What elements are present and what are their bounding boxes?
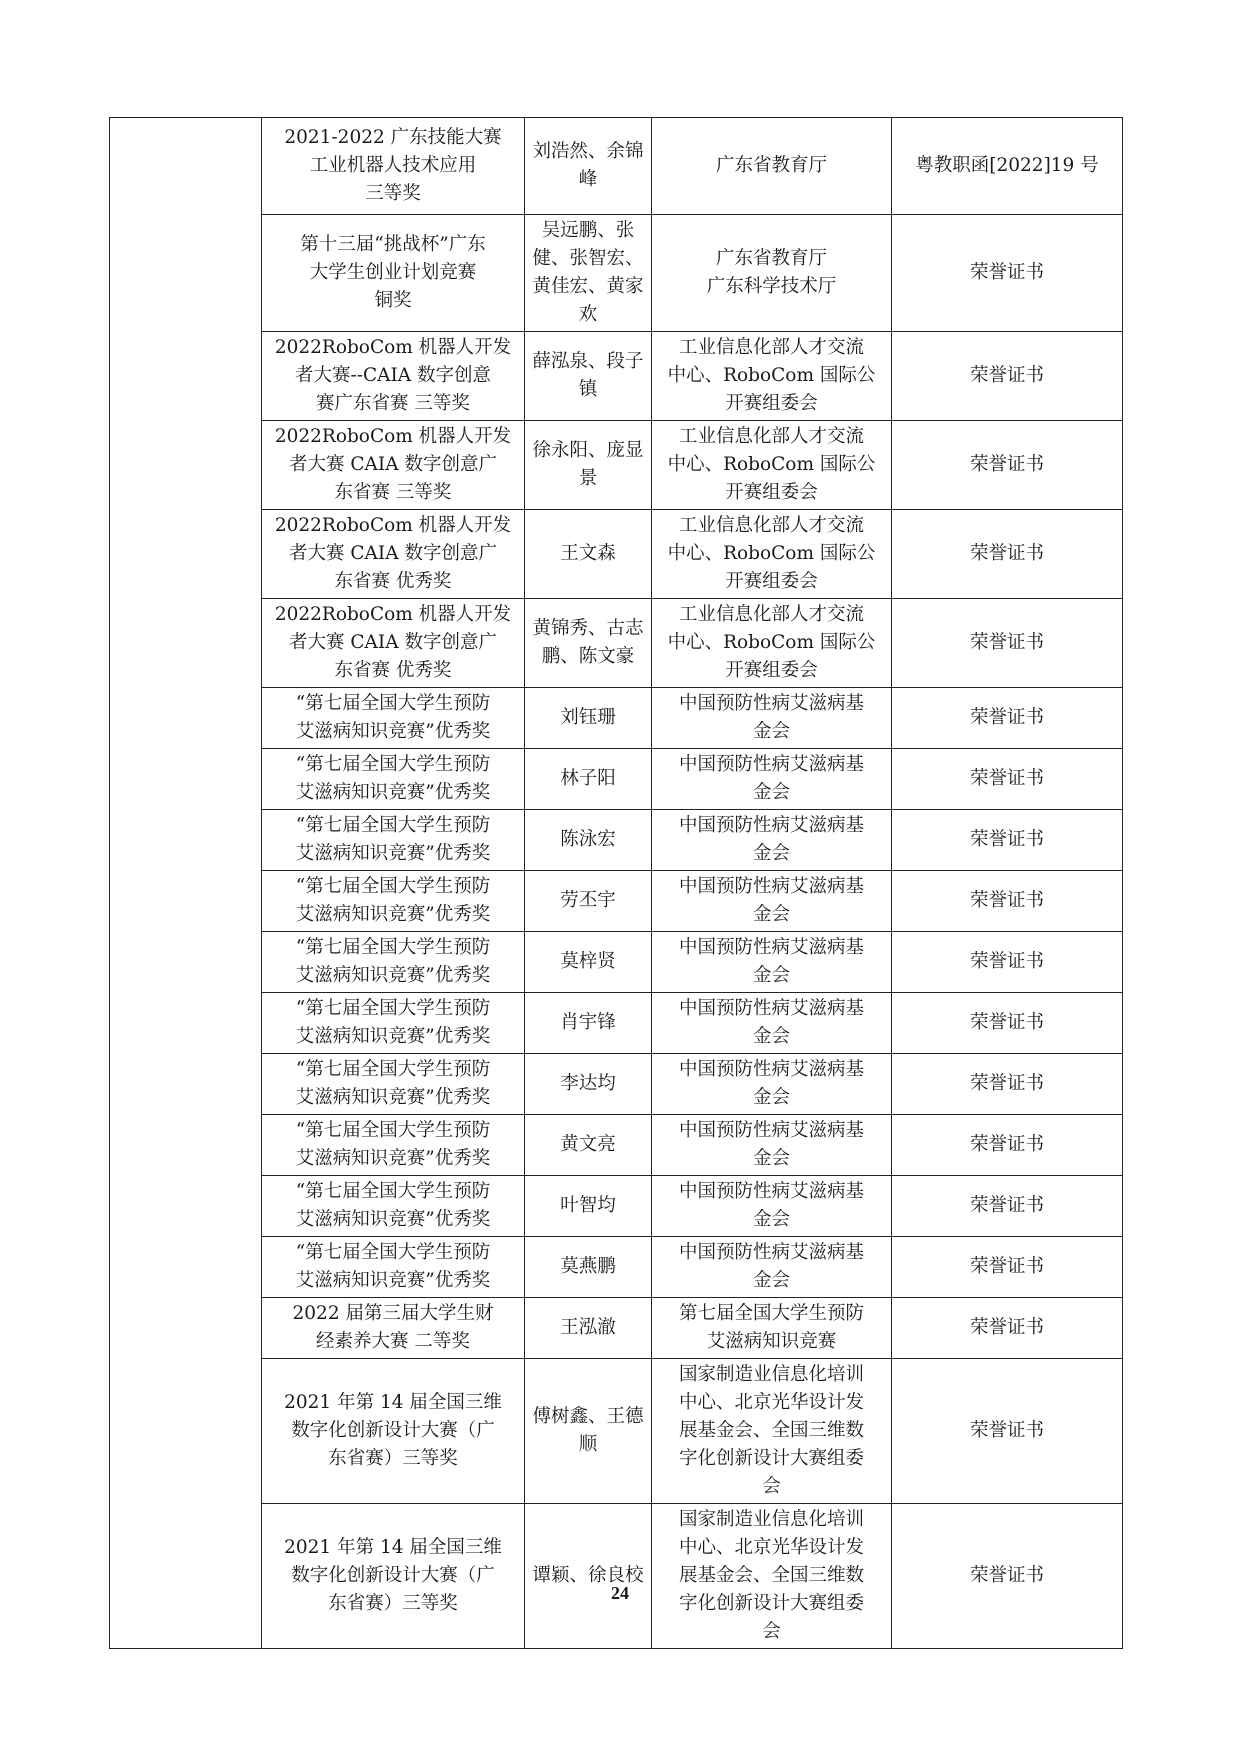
award-name-line: 大学生创业计划竞赛 [309,262,477,283]
organizer-line: 中国预防性病艾滋病基 [678,1242,864,1263]
organizer-line: 中心、北京光华设计发 [678,1537,864,1558]
table-row [110,688,1123,749]
organizer-line: 字化创新设计大赛组委 [678,1593,864,1614]
award-name-cell [262,118,525,215]
organizer-line: 中国预防性病艾滋病基 [678,693,864,714]
organizer-line: 中国预防性病艾滋病基 [678,1181,864,1202]
organizer-cell [652,421,892,510]
award-name-line: “第七届全国大学生预防 [295,1181,491,1202]
award-name-cell [262,1176,525,1237]
organizer-line: 金会 [752,782,790,803]
organizer-cell [652,1054,892,1115]
organizer-cell [652,599,892,688]
organizer-cell [652,215,892,332]
winners-cell: 谭颖、徐良校 [525,1504,652,1649]
winners-cell: 李达均 [525,1054,652,1115]
winners-cell: 莫梓贤 [525,932,652,993]
award-name-line: 工业机器人技术应用 [309,155,477,176]
table-row [110,993,1123,1054]
certificate-cell: 荣誉证书 [892,1054,1123,1115]
organizer-cell [652,510,892,599]
organizer-line: 展基金会、全国三维数 [678,1420,864,1441]
organizer-line: 中心、RoboCom 国际公 [667,632,876,653]
organizer-line: 金会 [752,1087,790,1108]
award-name-line: 艾滋病知识竞赛”优秀奖 [295,1270,491,1291]
winners-cell: 徐永阳、庞显景 [525,421,652,510]
organizer-line: 开赛组委会 [725,571,818,592]
award-name-cell [262,1237,525,1298]
table-row [110,599,1123,688]
organizer-line: 中心、RoboCom 国际公 [667,365,876,386]
award-name-cell [262,215,525,332]
table-row [110,932,1123,993]
award-name-cell [262,871,525,932]
certificate-cell: 荣誉证书 [892,1176,1123,1237]
organizer-cell [652,932,892,993]
award-name-line: 者大赛 CAIA 数字创意广 [289,543,497,564]
certificate-cell: 荣誉证书 [892,932,1123,993]
table-row [110,1176,1123,1237]
organizer-line: 工业信息化部人才交流 [678,337,864,358]
organizer-line: 会 [762,1621,781,1642]
award-name-line: “第七届全国大学生预防 [295,1120,491,1141]
award-name-line: 艾滋病知识竞赛”优秀奖 [295,965,491,986]
organizer-cell [652,871,892,932]
award-name-line: 东省赛 优秀奖 [334,571,452,592]
award-name-line: “第七届全国大学生预防 [295,693,491,714]
certificate-cell: 荣誉证书 [892,332,1123,421]
organizer-cell [652,1115,892,1176]
award-name-line: 东省赛）三等奖 [328,1593,458,1614]
winners-cell: 刘钰珊 [525,688,652,749]
awards-table [109,117,1123,1649]
table-row [110,1237,1123,1298]
organizer-line: 广东省教育厅 [715,155,827,176]
award-name-line: “第七届全国大学生预防 [295,815,491,836]
winners-cell: 薛泓泉、段子镇 [525,332,652,421]
certificate-cell: 荣誉证书 [892,1359,1123,1504]
organizer-line: 金会 [752,843,790,864]
award-name-line: “第七届全国大学生预防 [295,876,491,897]
award-name-line: 三等奖 [365,183,421,204]
organizer-line: 中国预防性病艾滋病基 [678,876,864,897]
winners-cell: 王文森 [525,510,652,599]
winners-cell: 吴远鹏、张健、张智宏、黄佳宏、黄家欢 [525,215,652,332]
award-name-line: 2021 年第 14 届全国三维 [284,1392,502,1413]
table-row [110,332,1123,421]
organizer-line: 展基金会、全国三维数 [678,1565,864,1586]
organizer-line: 金会 [752,1209,790,1230]
award-name-line: “第七届全国大学生预防 [295,754,491,775]
winners-cell: 劳丕宇 [525,871,652,932]
award-name-line: 赛广东省赛 三等奖 [316,393,470,414]
table-row [110,1115,1123,1176]
award-name-line: 艾滋病知识竞赛”优秀奖 [295,904,491,925]
award-name-cell [262,1115,525,1176]
award-name-line: 艾滋病知识竞赛”优秀奖 [295,1087,491,1108]
award-name-cell [262,332,525,421]
organizer-line: 中国预防性病艾滋病基 [678,1059,864,1080]
organizer-cell [652,993,892,1054]
award-name-cell [262,1298,525,1359]
organizer-cell [652,688,892,749]
award-name-line: 2022RoboCom 机器人开发 [274,337,512,358]
organizer-line: 金会 [752,965,790,986]
award-name-line: 2022 届第三届大学生财 [292,1303,494,1324]
award-name-line: 艾滋病知识竞赛”优秀奖 [295,843,491,864]
certificate-cell: 荣誉证书 [892,749,1123,810]
winners-cell: 王泓澈 [525,1298,652,1359]
certificate-cell: 荣誉证书 [892,215,1123,332]
award-name-cell [262,932,525,993]
award-name-cell [262,1504,525,1649]
table-row [110,871,1123,932]
organizer-line: 中国预防性病艾滋病基 [678,1120,864,1141]
organizer-cell [652,1504,892,1649]
award-name-cell [262,810,525,871]
award-name-line: “第七届全国大学生预防 [295,1242,491,1263]
table-row [110,421,1123,510]
award-name-line: “第七届全国大学生预防 [295,1059,491,1080]
award-name-cell [262,1359,525,1504]
organizer-line: 金会 [752,1148,790,1169]
organizer-line: 字化创新设计大赛组委 [678,1448,864,1469]
organizer-line: 金会 [752,904,790,925]
certificate-cell: 荣誉证书 [892,1504,1123,1649]
award-name-cell [262,599,525,688]
certificate-cell: 荣誉证书 [892,1115,1123,1176]
certificate-cell: 荣誉证书 [892,510,1123,599]
award-name-line: 东省赛 三等奖 [334,482,452,503]
organizer-line: 工业信息化部人才交流 [678,426,864,447]
table-row [110,749,1123,810]
award-name-cell [262,421,525,510]
certificate-cell: 荣誉证书 [892,871,1123,932]
award-name-line: 第十三届“挑战杯”广东 [300,234,486,255]
table-row [110,1504,1123,1649]
organizer-line: 金会 [752,721,790,742]
award-name-line: 2021 年第 14 届全国三维 [284,1537,502,1558]
organizer-cell [652,749,892,810]
table-row [110,510,1123,599]
award-name-line: 数字化创新设计大赛（广 [291,1565,495,1586]
award-name-line: 东省赛）三等奖 [328,1448,458,1469]
organizer-line: 中国预防性病艾滋病基 [678,998,864,1019]
organizer-line: 国家制造业信息化培训 [678,1364,864,1385]
organizer-cell [652,118,892,215]
page-number: 24 [611,1583,629,1603]
award-name-line: 2022RoboCom 机器人开发 [274,515,512,536]
award-name-line: 2021-2022 广东技能大赛 [284,127,502,148]
winners-cell: 傅树鑫、王德顺 [525,1359,652,1504]
award-name-line: 艾滋病知识竞赛”优秀奖 [295,1209,491,1230]
award-name-cell [262,749,525,810]
certificate-cell: 荣誉证书 [892,810,1123,871]
award-name-line: 艾滋病知识竞赛”优秀奖 [295,1026,491,1047]
award-name-line: 艾滋病知识竞赛”优秀奖 [295,721,491,742]
organizer-line: 中国预防性病艾滋病基 [678,815,864,836]
organizer-cell [652,332,892,421]
award-name-line: 经素养大赛 二等奖 [316,1331,470,1352]
organizer-line: 广东科学技术厅 [706,276,837,297]
winners-cell: 叶智均 [525,1176,652,1237]
table-row [110,215,1123,332]
award-name-cell [262,993,525,1054]
organizer-line: 开赛组委会 [725,393,818,414]
organizer-line: 艾滋病知识竞赛 [706,1331,837,1352]
organizer-line: 开赛组委会 [725,482,818,503]
certificate-cell: 荣誉证书 [892,599,1123,688]
organizer-cell [652,1176,892,1237]
organizer-line: 工业信息化部人才交流 [678,604,864,625]
award-name-line: 艾滋病知识竞赛”优秀奖 [295,782,491,803]
organizer-cell [652,1359,892,1504]
award-name-line: 艾滋病知识竞赛”优秀奖 [295,1148,491,1169]
table-row [110,810,1123,871]
certificate-cell: 荣誉证书 [892,421,1123,510]
award-name-line: 东省赛 优秀奖 [334,660,452,681]
award-name-line: “第七届全国大学生预防 [295,937,491,958]
organizer-cell [652,1298,892,1359]
organizer-line: 中心、RoboCom 国际公 [667,454,876,475]
award-name-line: 者大赛--CAIA 数字创意 [294,365,492,386]
award-name-line: 者大赛 CAIA 数字创意广 [289,454,497,475]
organizer-line: 中心、RoboCom 国际公 [667,543,876,564]
organizer-line: 会 [762,1476,781,1497]
award-name-cell [262,510,525,599]
award-name-line: “第七届全国大学生预防 [295,998,491,1019]
certificate-cell: 荣誉证书 [892,993,1123,1054]
winners-cell: 黄锦秀、古志鹏、陈文豪 [525,599,652,688]
table-row [110,1359,1123,1504]
award-name-cell [262,688,525,749]
category-cell [110,118,262,1649]
winners-cell: 肖宇锋 [525,993,652,1054]
organizer-line: 广东省教育厅 [715,248,827,269]
organizer-line: 中国预防性病艾滋病基 [678,937,864,958]
award-name-line: 铜奖 [374,290,412,311]
table-row [110,1298,1123,1359]
winners-cell: 刘浩然、余锦峰 [525,118,652,215]
award-name-cell [262,1054,525,1115]
organizer-line: 中国预防性病艾滋病基 [678,754,864,775]
organizer-cell [652,1237,892,1298]
table-row [110,1054,1123,1115]
award-name-line: 2022RoboCom 机器人开发 [274,604,512,625]
certificate-cell: 荣誉证书 [892,1237,1123,1298]
organizer-line: 金会 [752,1026,790,1047]
certificate-cell: 粤教职函[2022]19 号 [892,118,1123,215]
awards-table-body [110,118,1123,1649]
organizer-line: 中心、北京光华设计发 [678,1392,864,1413]
organizer-line: 第七届全国大学生预防 [678,1303,864,1324]
award-name-line: 者大赛 CAIA 数字创意广 [289,632,497,653]
organizer-cell [652,810,892,871]
organizer-line: 开赛组委会 [725,660,818,681]
winners-cell: 黄文亮 [525,1115,652,1176]
award-name-line: 2022RoboCom 机器人开发 [274,426,512,447]
winners-cell: 林子阳 [525,749,652,810]
organizer-line: 国家制造业信息化培训 [678,1509,864,1530]
award-name-line: 数字化创新设计大赛（广 [291,1420,495,1441]
table-row [110,118,1123,215]
organizer-line: 金会 [752,1270,790,1291]
winners-cell: 陈泳宏 [525,810,652,871]
certificate-cell: 荣誉证书 [892,1298,1123,1359]
winners-cell: 莫燕鹏 [525,1237,652,1298]
organizer-line: 工业信息化部人才交流 [678,515,864,536]
certificate-cell: 荣誉证书 [892,688,1123,749]
